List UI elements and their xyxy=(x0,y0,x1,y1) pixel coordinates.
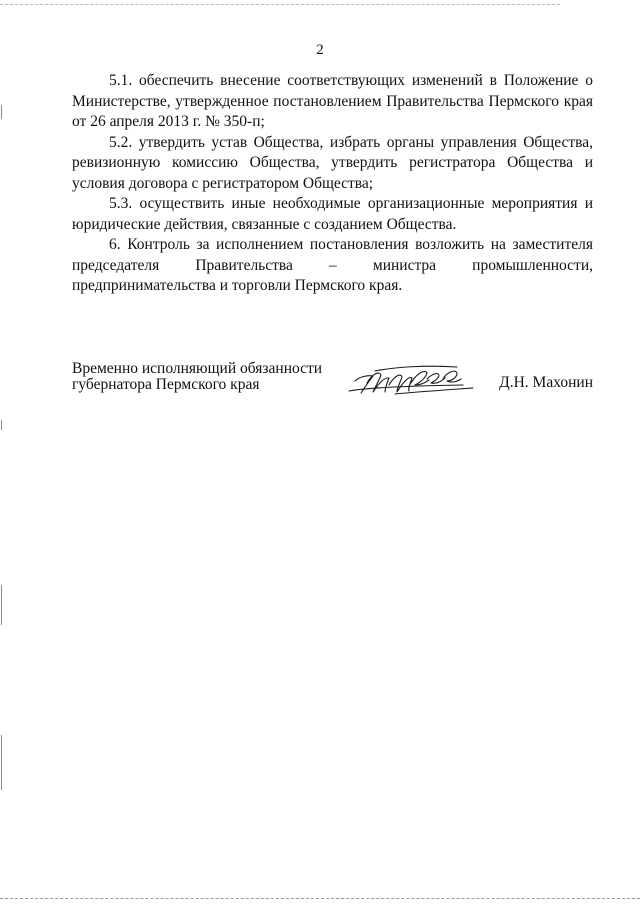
page-number: 2 xyxy=(316,42,324,58)
document-body xyxy=(72,71,593,297)
signatory-title-line-1: Временно исполняющий обязанности xyxy=(72,360,323,377)
handwritten-signature xyxy=(345,361,485,397)
paragraph-5-3: 5.3. осуществить иные необходимые организационные мероприятия и юридические действия, связанные с созданием Общества. xyxy=(72,195,593,233)
paragraph-6: 6. Контроль за исполнением постановления возложить на заместителя председателя Правительства – министра промышленности, xyxy=(72,236,593,274)
scan-edge-top xyxy=(0,4,560,5)
paragraph-6-continuation: предпринимательства и торговли Пермского края. xyxy=(72,277,403,294)
signatory-name: Д.Н. Махонин xyxy=(499,374,593,391)
paragraph-5-1: 5.1. обеспечить внесение соответствующих изменений в Положение о Министерстве, утвержденное постановлением Правительства Пермского края от 26 апреля 2013 г. № 350-п; xyxy=(72,72,593,130)
signatory-title-line-2: губернатора Пермского края xyxy=(72,376,260,393)
scan-edge-bottom xyxy=(0,898,640,899)
scan-edge-mark xyxy=(1,585,2,625)
paragraph-5-2: 5.2. утвердить устав Общества, избрать органы управления Общества, ревизионную комиссию Общества, утвердить регистратора Общества и условия договора с регистратором Общества; xyxy=(72,133,593,192)
scan-edge-mark xyxy=(1,420,2,430)
signature-block xyxy=(72,361,593,401)
signatory-title xyxy=(72,361,332,393)
scan-edge-mark xyxy=(1,105,2,119)
scan-edge-mark xyxy=(1,735,2,790)
